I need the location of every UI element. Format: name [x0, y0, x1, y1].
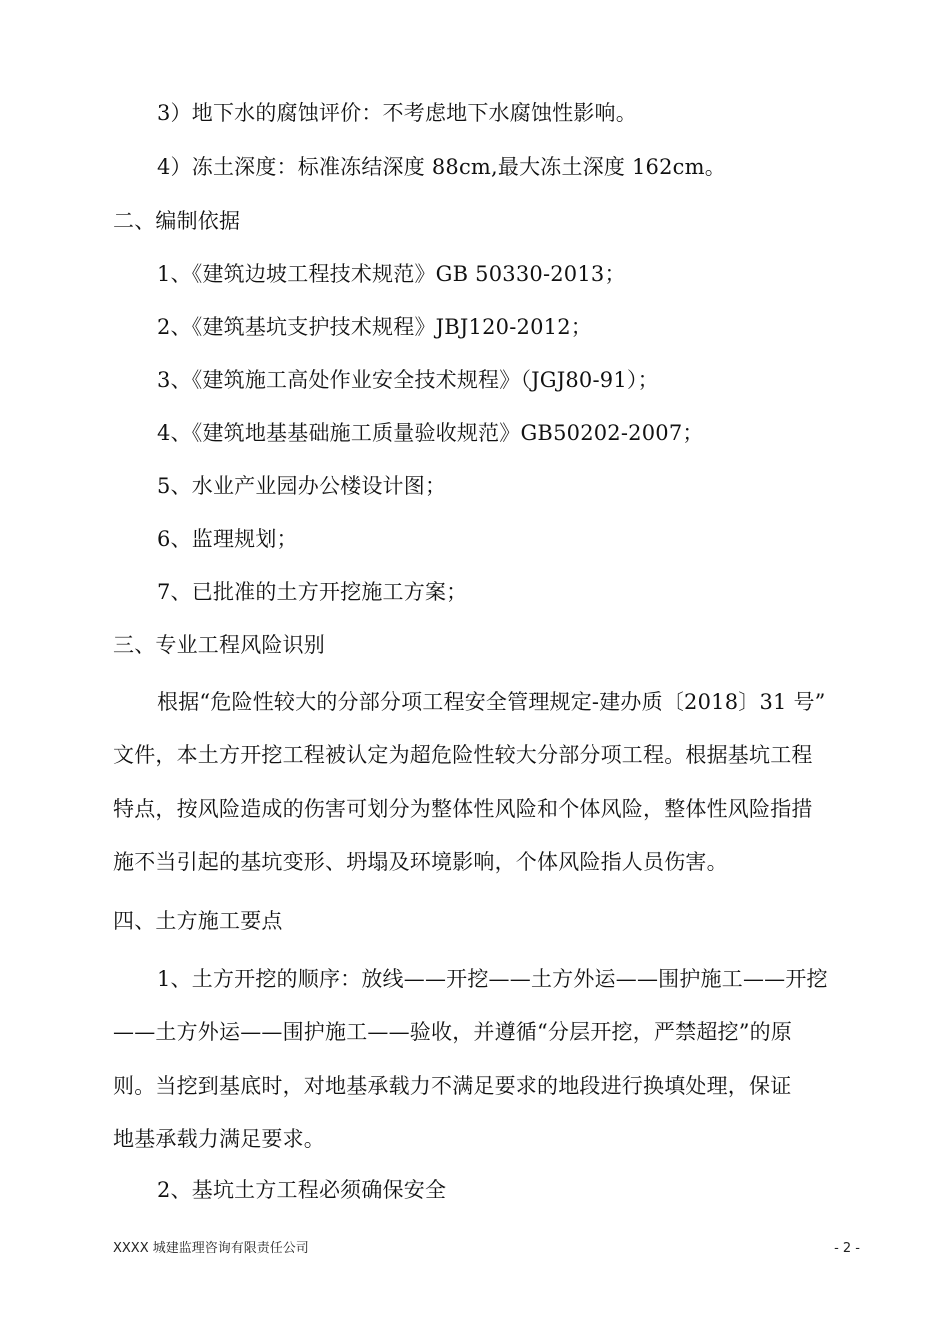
earthwork-paragraph-line-3: 则。当挖到基底时，对地基承载力不满足要求的地段进行换填处理，保证 — [113, 1074, 792, 1098]
risk-paragraph-line-3: 特点，按风险造成的伤害可划分为整体性风险和个体风险，整体性风险指措 — [113, 797, 813, 821]
basis-item-1: 1、《建筑边坡工程技术规范》GB 50330-2013； — [157, 262, 626, 286]
basis-item-7: 7、已批准的土方开挖施工方案； — [157, 580, 468, 604]
basis-item-4: 4、《建筑地基基础施工质量验收规范》GB50202-2007； — [157, 421, 704, 445]
section-heading-risk: 三、专业工程风险识别 — [113, 633, 325, 657]
earthwork-paragraph-line-2: ——土方外运——围护施工——验收，并遵循“分层开挖，严禁超挖”的原 — [113, 1020, 793, 1044]
risk-paragraph-line-1: 根据“危险性较大的分部分项工程安全管理规定-建办质〔2018〕31 号” — [157, 690, 826, 714]
basis-item-2: 2、《建筑基坑支护技术规程》JBJ120-2012； — [157, 315, 592, 339]
section-heading-basis: 二、编制依据 — [113, 209, 241, 233]
basis-item-5: 5、水业产业园办公楼设计图； — [157, 474, 447, 498]
paragraph-frost-depth: 4）冻土深度：标准冻结深度 88cm,最大冻土深度 162cm。 — [157, 155, 726, 179]
section-heading-earthwork: 四、土方施工要点 — [113, 909, 283, 933]
paragraph-groundwater-corrosion: 3）地下水的腐蚀评价：不考虑地下水腐蚀性影响。 — [157, 101, 637, 125]
earthwork-item-2: 2、基坑土方工程必须确保安全 — [157, 1178, 447, 1202]
basis-item-6: 6、监理规划； — [157, 527, 298, 551]
earthwork-paragraph-line-1: 1、土方开挖的顺序：放线——开挖——土方外运——围护施工——开挖 — [157, 967, 828, 991]
basis-item-3: 3、《建筑施工高处作业安全技术规程》（JGJ80-91）； — [157, 368, 659, 392]
footer-company: XXXX 城建监理咨询有限责任公司 — [113, 1241, 309, 1256]
earthwork-paragraph-line-4: 地基承载力满足要求。 — [113, 1127, 325, 1151]
risk-paragraph-line-4: 施不当引起的基坑变形、坍塌及环境影响，个体风险指人员伤害。 — [113, 850, 728, 874]
footer-page-number: - 2 - — [834, 1241, 860, 1256]
risk-paragraph-line-2: 文件，本土方开挖工程被认定为超危险性较大分部分项工程。根据基坑工程 — [113, 743, 813, 767]
